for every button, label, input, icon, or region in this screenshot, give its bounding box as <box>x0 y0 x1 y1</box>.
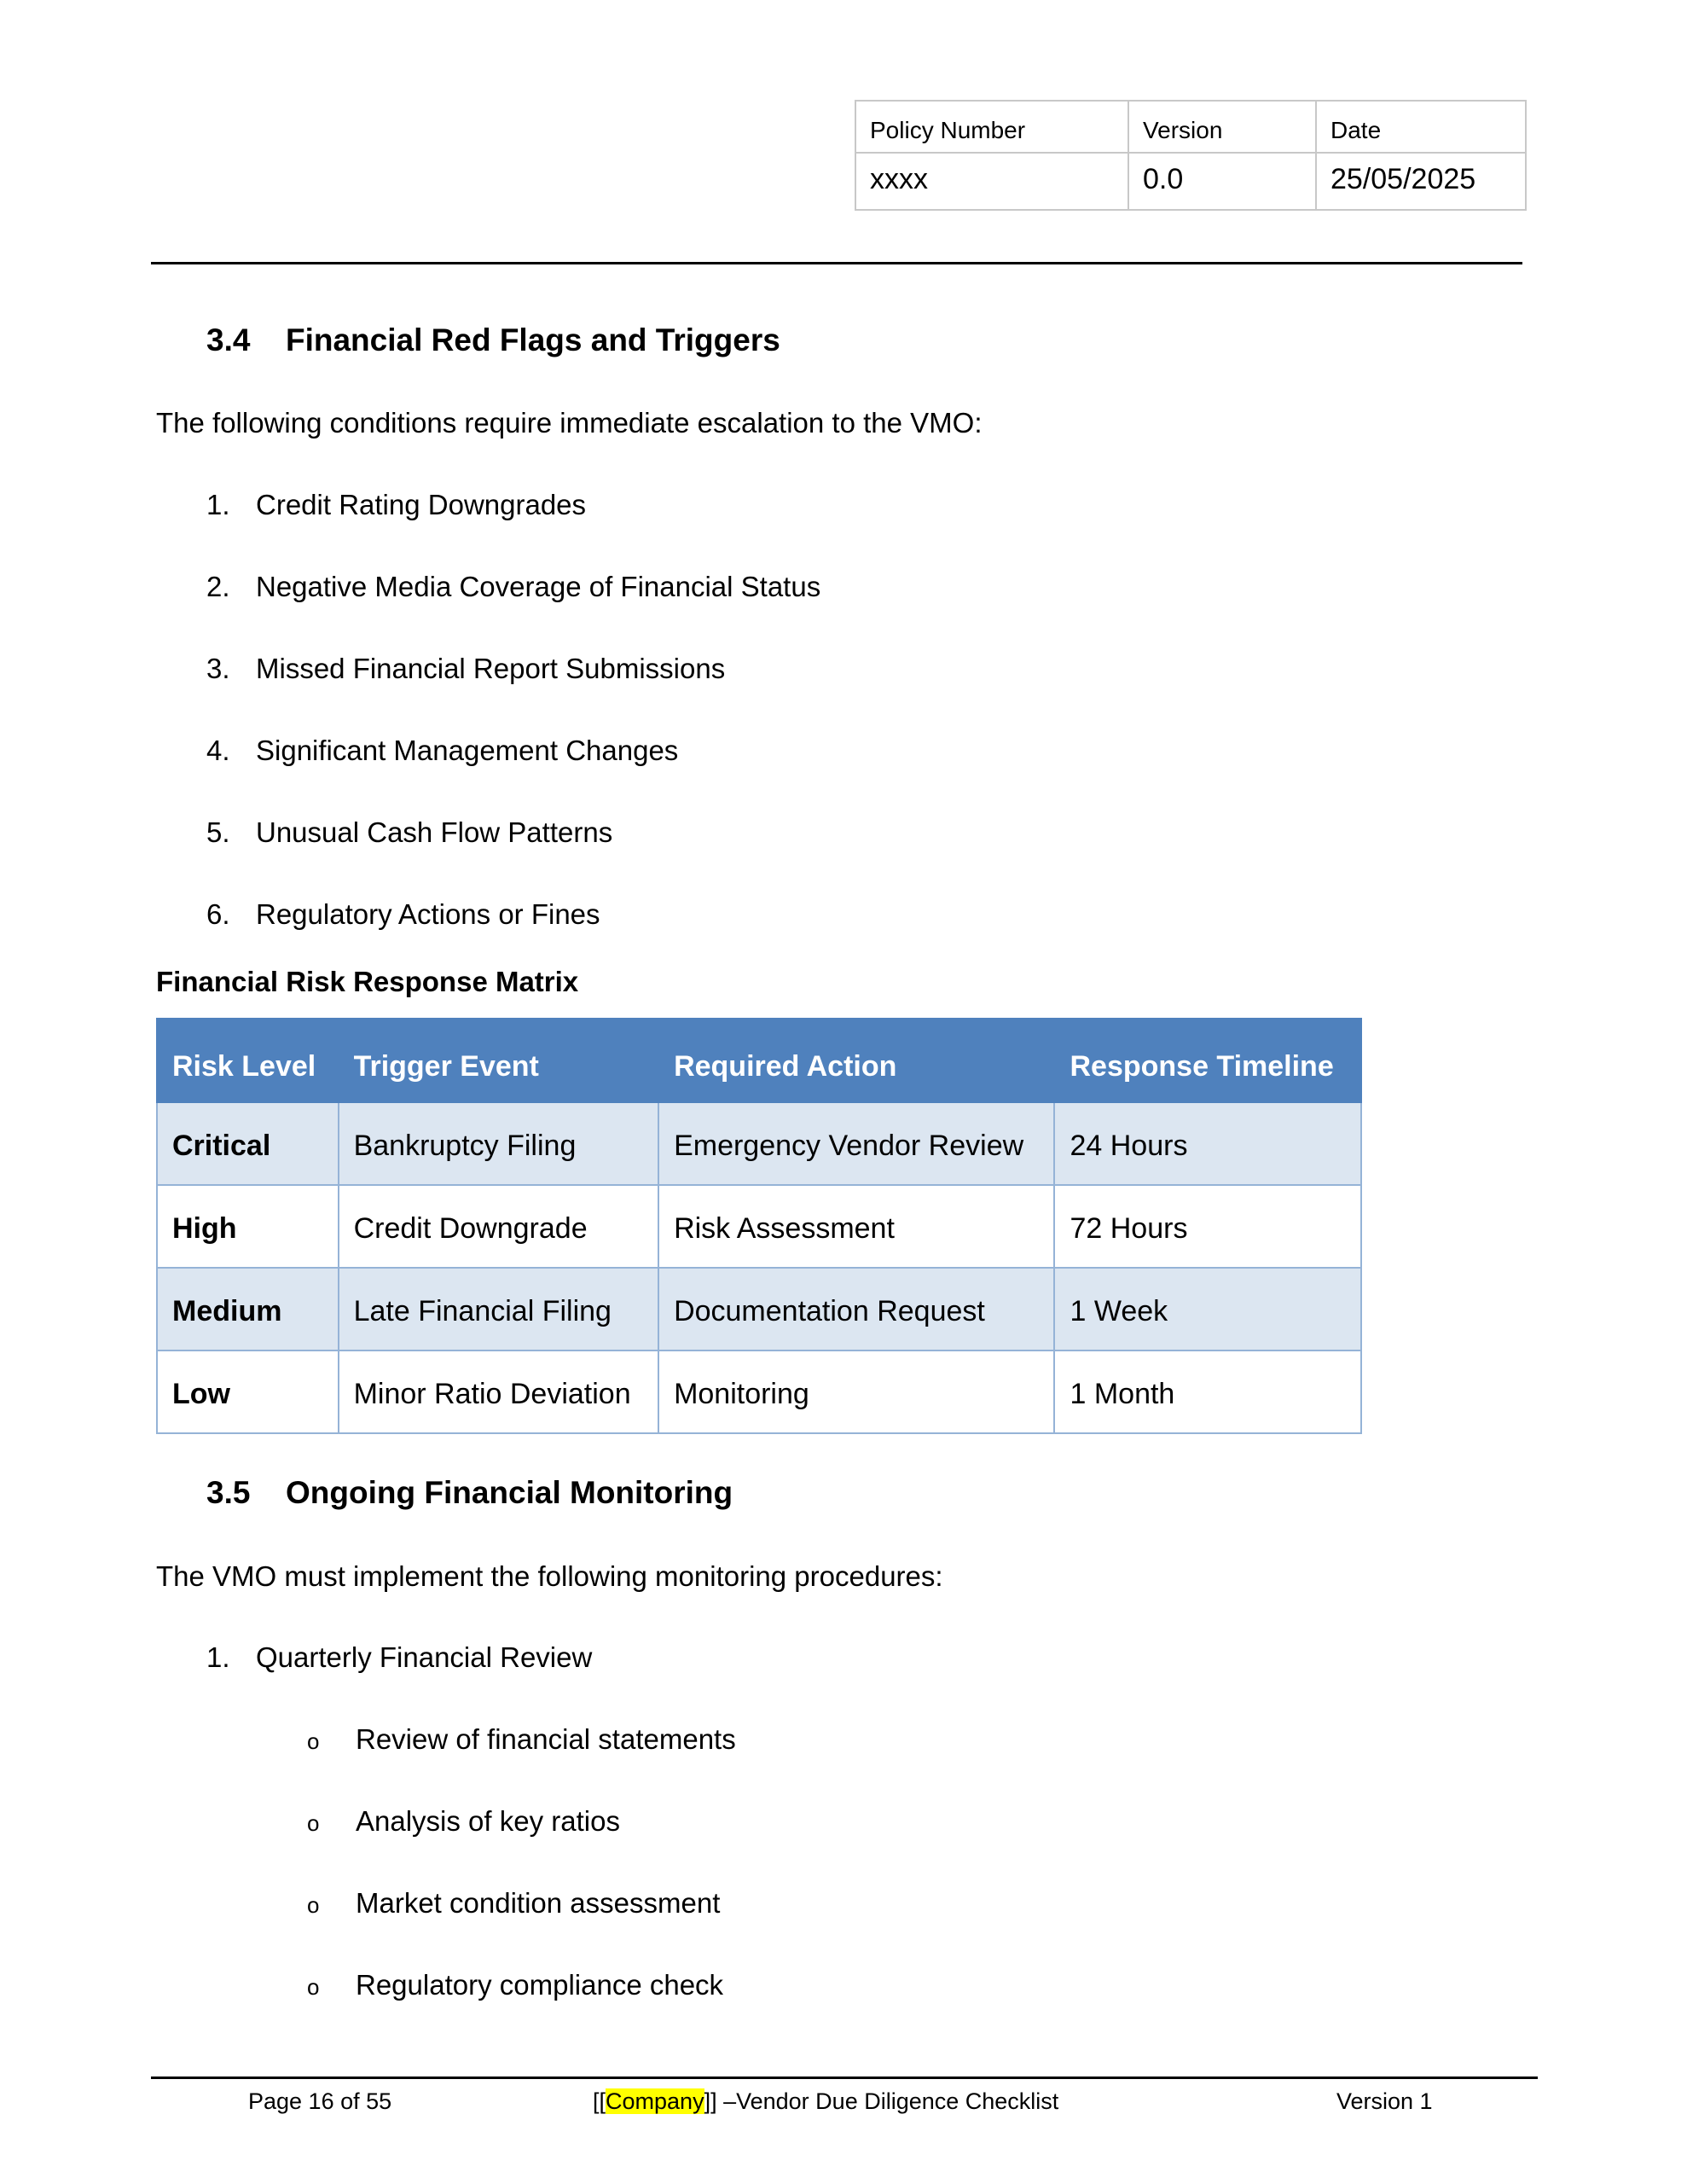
version-label: Version <box>1143 117 1223 143</box>
list-number: 6. <box>206 898 230 930</box>
required-action-cell: Risk Assessment <box>658 1185 1054 1268</box>
section-intro: The following conditions require immediate escalation to the VMO: <box>156 407 983 439</box>
sub-list-item: Analysis of key ratios <box>356 1805 620 1837</box>
risk-level-cell: Low <box>157 1350 339 1433</box>
risk-level-cell: High <box>157 1185 339 1268</box>
divider <box>856 152 1525 154</box>
footer-bracket-open: [[ <box>593 2088 606 2114</box>
table-row <box>157 1350 1361 1433</box>
version-value: 0.0 <box>1143 163 1184 195</box>
list-number: 3. <box>206 653 230 684</box>
section-number: 3.4 <box>206 322 251 357</box>
list-number: 5. <box>206 816 230 848</box>
response-timeline-cell: 24 Hours <box>1054 1102 1361 1185</box>
header-rule <box>151 262 1522 264</box>
policy-number-label: Policy Number <box>870 117 1026 143</box>
page-number: Page 16 of 55 <box>248 2088 392 2114</box>
risk-response-matrix <box>156 1018 1362 1434</box>
list-number: 2. <box>206 571 230 602</box>
date-label: Date <box>1330 117 1382 143</box>
required-action-cell: Monitoring <box>658 1350 1054 1433</box>
company-placeholder: Company <box>606 2088 704 2114</box>
list-item: Credit Rating Downgrades <box>256 489 587 520</box>
column-header: Trigger Event <box>339 1019 658 1102</box>
hollow-bullet-icon: o <box>307 1974 320 2000</box>
required-action-cell: Documentation Request <box>658 1268 1054 1350</box>
list-item: Missed Financial Report Submissions <box>256 653 726 684</box>
sub-list-item: Regulatory compliance check <box>356 1969 724 2001</box>
list-item: Unusual Cash Flow Patterns <box>256 816 613 848</box>
hollow-bullet-icon: o <box>307 1810 320 1836</box>
trigger-event-cell: Credit Downgrade <box>339 1185 658 1268</box>
table-row <box>157 1268 1361 1350</box>
list-number: 1. <box>206 1641 230 1673</box>
list-item: Negative Media Coverage of Financial Status <box>256 571 821 602</box>
column-header: Required Action <box>658 1019 1054 1102</box>
list-item: Significant Management Changes <box>256 735 679 766</box>
footer-title <box>593 2088 1058 2115</box>
section-heading: Ongoing Financial Monitoring <box>286 1475 733 1510</box>
footer-rule <box>151 2077 1538 2079</box>
response-timeline-cell: 1 Week <box>1054 1268 1361 1350</box>
section-heading: Financial Red Flags and Triggers <box>286 322 780 357</box>
risk-level-cell: Medium <box>157 1268 339 1350</box>
date-value: 25/05/2025 <box>1330 163 1476 195</box>
list-number: 4. <box>206 735 230 766</box>
risk-level-cell: Critical <box>157 1102 339 1185</box>
hollow-bullet-icon: o <box>307 1892 320 1918</box>
section-number: 3.5 <box>206 1475 251 1510</box>
section-intro: The VMO must implement the following monitoring procedures: <box>156 1560 943 1592</box>
sub-list-item: Review of financial statements <box>356 1723 736 1755</box>
hollow-bullet-icon: o <box>307 1728 320 1754</box>
table-caption: Financial Risk Response Matrix <box>156 966 579 997</box>
column-header: Response Timeline <box>1054 1019 1361 1102</box>
trigger-event-cell: Late Financial Filing <box>339 1268 658 1350</box>
footer-version: Version 1 <box>1336 2088 1433 2114</box>
list-item: Quarterly Financial Review <box>256 1641 593 1673</box>
policy-meta-table <box>855 100 1527 211</box>
table-row <box>157 1185 1361 1268</box>
column-header: Risk Level <box>157 1019 339 1102</box>
required-action-cell: Emergency Vendor Review <box>658 1102 1054 1185</box>
response-timeline-cell: 72 Hours <box>1054 1185 1361 1268</box>
list-item: Regulatory Actions or Fines <box>256 898 600 930</box>
sub-list-item: Market condition assessment <box>356 1887 721 1919</box>
trigger-event-cell: Minor Ratio Deviation <box>339 1350 658 1433</box>
trigger-event-cell: Bankruptcy Filing <box>339 1102 658 1185</box>
table-row <box>157 1102 1361 1185</box>
list-number: 1. <box>206 489 230 520</box>
table-header-row <box>157 1019 1361 1102</box>
policy-number-value: xxxx <box>870 163 928 195</box>
response-timeline-cell: 1 Month <box>1054 1350 1361 1433</box>
footer-title-text: ]] –Vendor Due Diligence Checklist <box>704 2088 1059 2114</box>
